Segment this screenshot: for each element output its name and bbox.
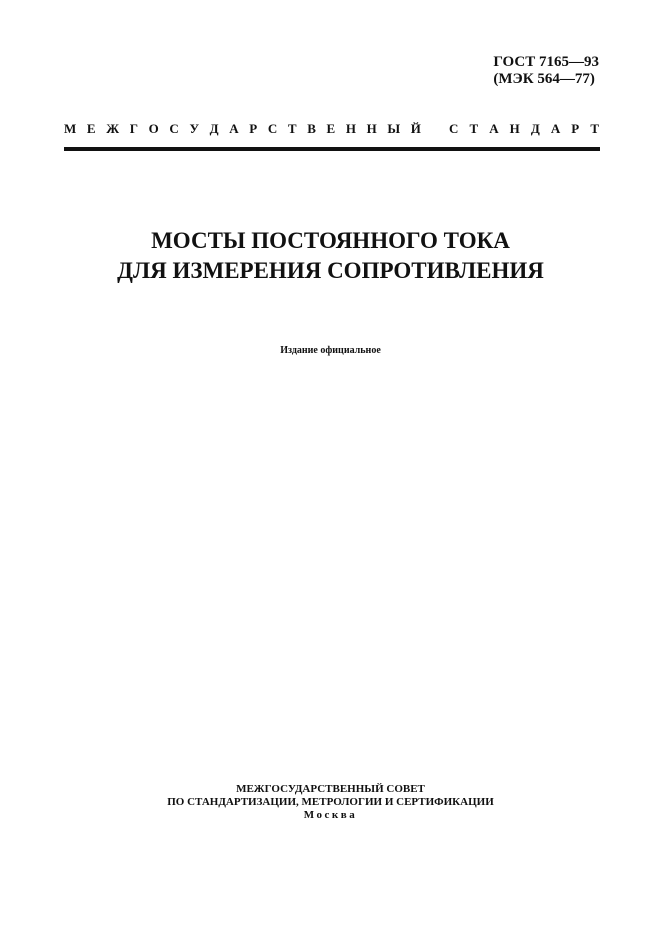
category-word-standard: С Т А Н Д А Р Т xyxy=(449,121,599,136)
title-line-2: ДЛЯ ИЗМЕРЕНИЯ СОПРОТИВЛЕНИЯ xyxy=(117,258,544,283)
publisher-line-2: ПО СТАНДАРТИЗАЦИИ, МЕТРОЛОГИИ И СЕРТИФИКАЦИИ xyxy=(167,796,494,808)
header-rule xyxy=(64,147,600,151)
category-word-interstate: М Е Ж Г О С У Д А Р С Т В Е Н Н Ы Й xyxy=(64,121,421,136)
iec-number: (МЭК 564—77) xyxy=(493,71,595,87)
document-title xyxy=(0,226,661,286)
publisher-line-1: МЕЖГОСУДАРСТВЕННЫЙ СОВЕТ xyxy=(236,783,425,795)
publisher-city: Москва xyxy=(303,809,358,821)
standard-designation xyxy=(493,54,599,88)
publisher-block xyxy=(0,783,661,822)
edition-note: Издание официальное xyxy=(280,345,381,356)
title-line-1: МОСТЫ ПОСТОЯННОГО ТОКА xyxy=(151,228,510,253)
standard-category xyxy=(64,121,599,137)
gost-number: ГОСТ 7165—93 xyxy=(493,54,599,70)
